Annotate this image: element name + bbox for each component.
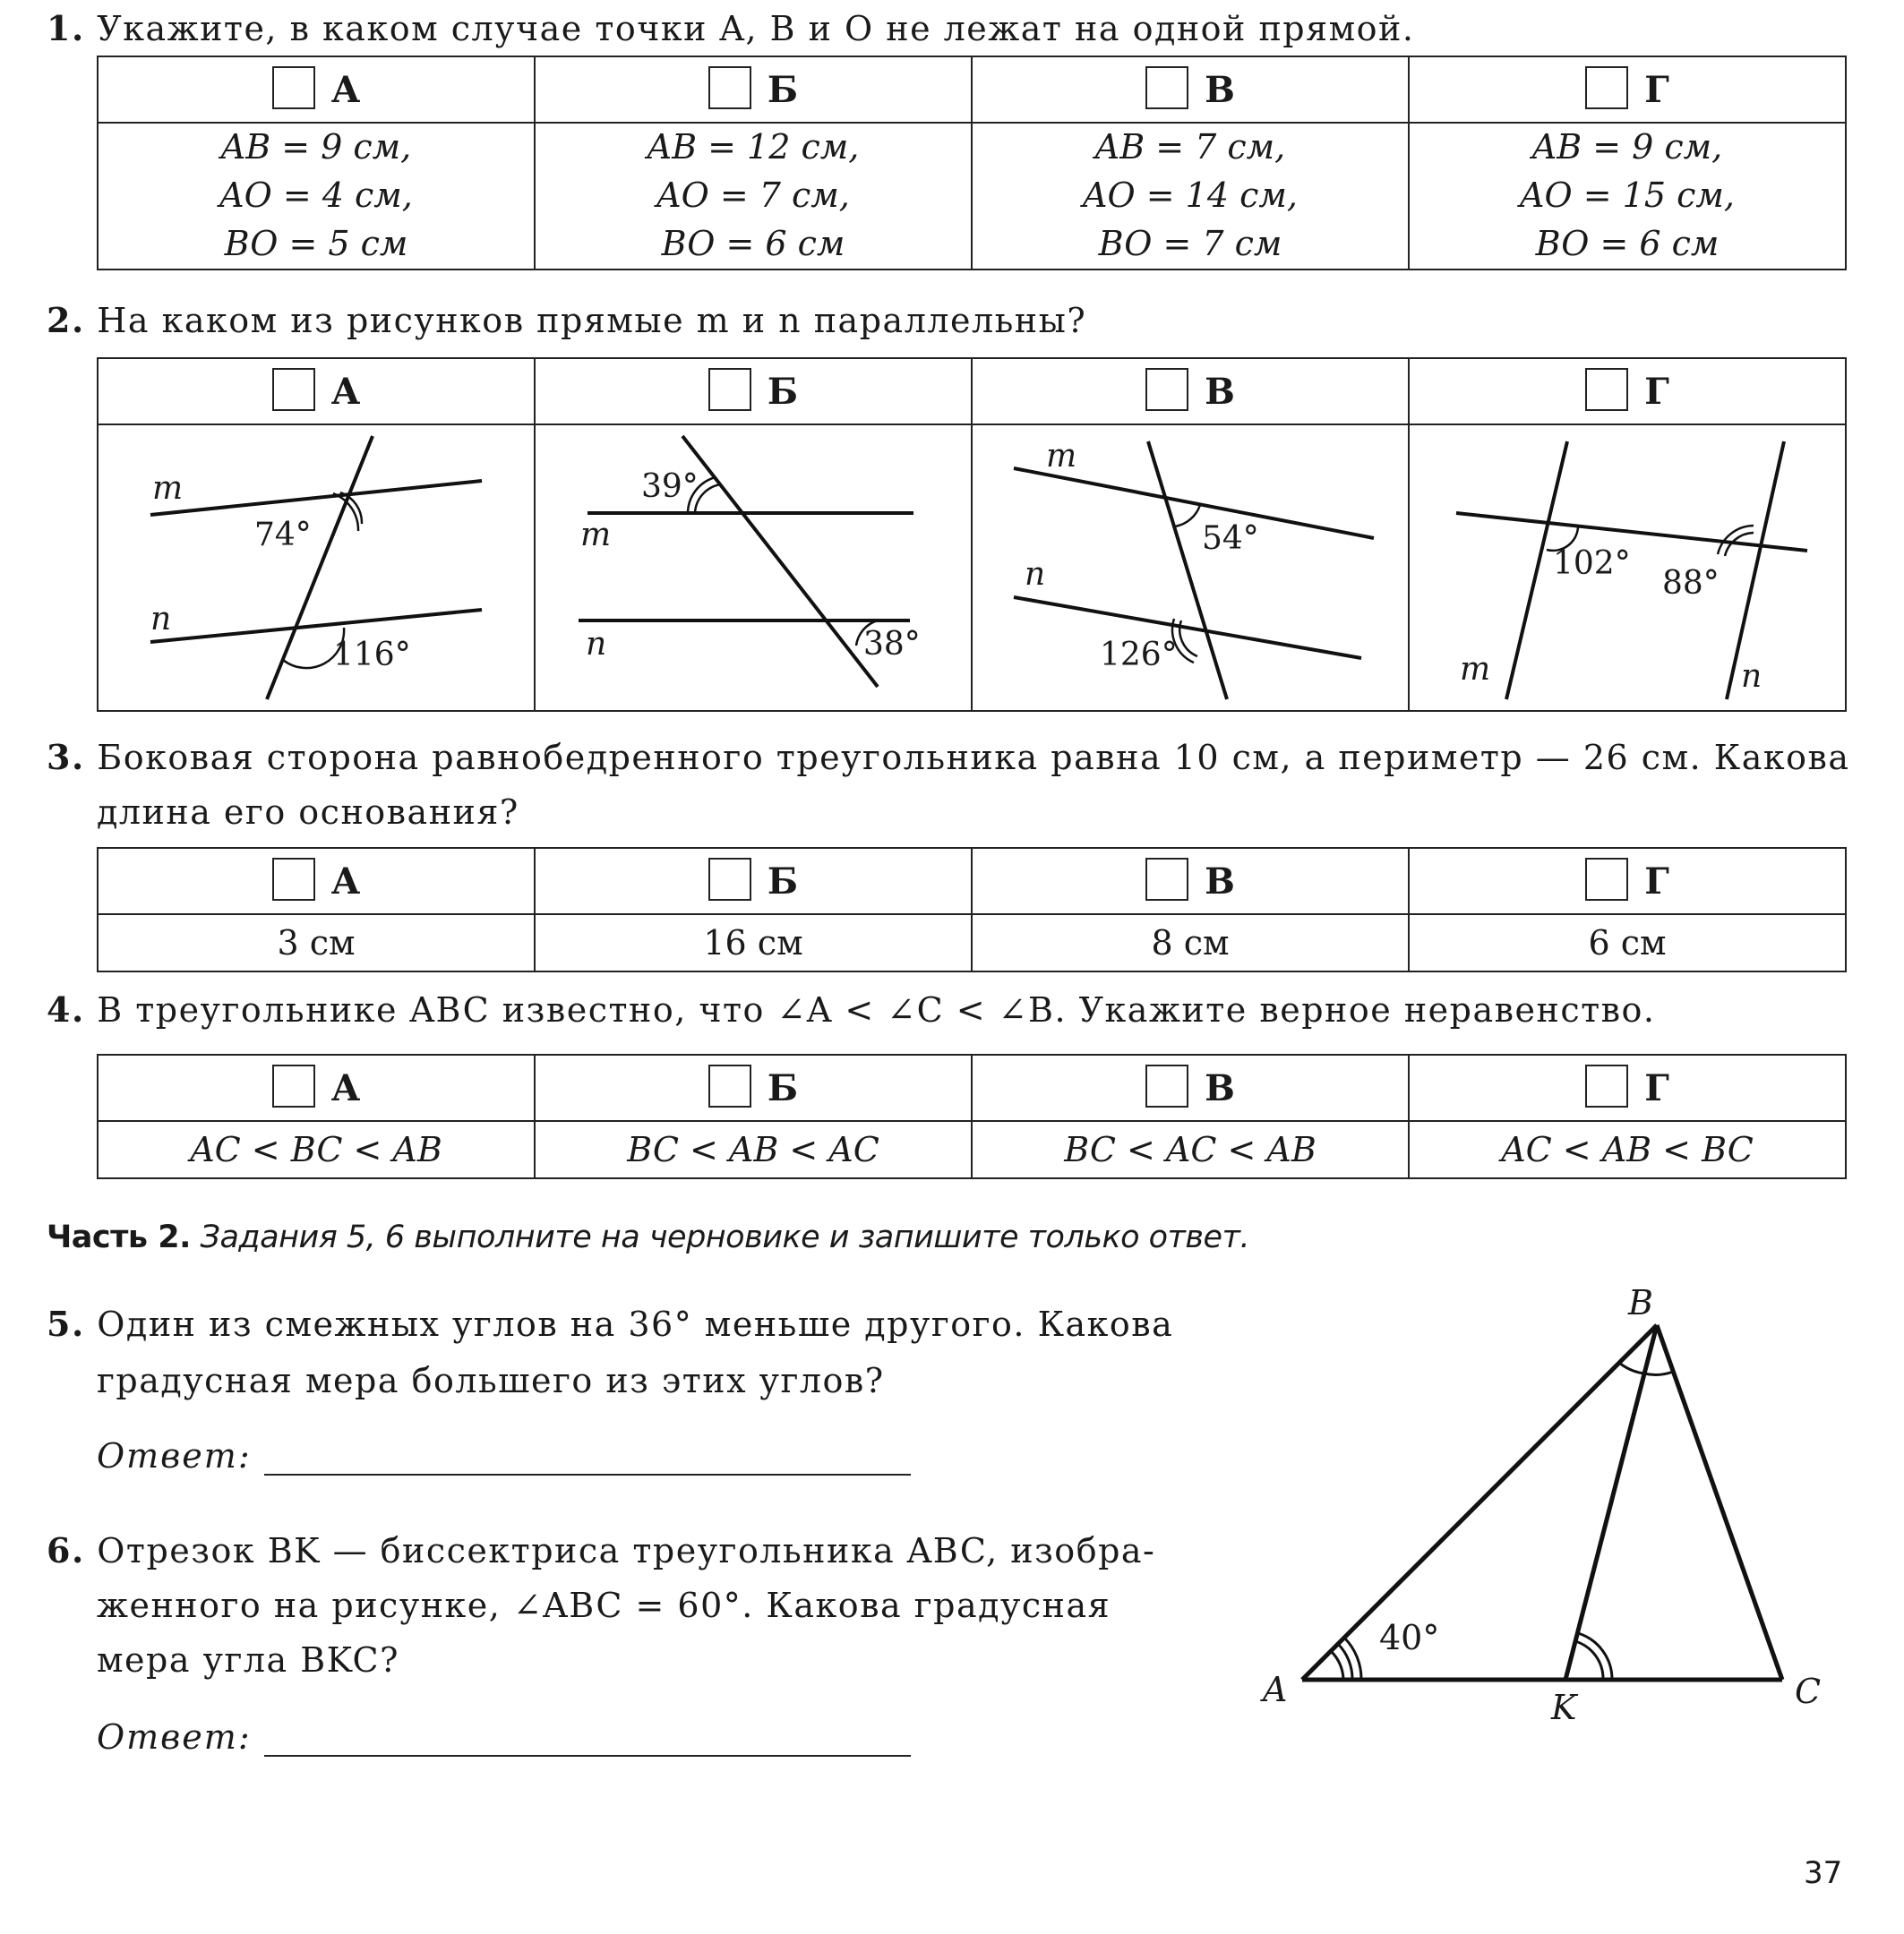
bisector-bk (1565, 1325, 1657, 1680)
q5-answer (97, 1436, 911, 1476)
option-letter: В (1205, 371, 1235, 414)
q3-option-b-text: 16 см (535, 914, 972, 971)
option-letter: Г (1644, 860, 1669, 903)
question-text-line-1: Боковая сторона равнобедренного треугольника равна 10 см, а периметр — 26 см. Какова (97, 738, 1850, 777)
question-number: 2. (47, 300, 85, 340)
question-text: На каком из рисунков прямые m и n параллельны? (97, 301, 1087, 340)
question-text: Укажите, в каком случае точки A, B и O не лежат на одной прямой. (97, 9, 1415, 48)
question-text-line-3: мера угла BKC? (97, 1639, 399, 1680)
side-bc (1657, 1325, 1782, 1680)
q1-option-v-header[interactable] (972, 56, 1409, 123)
angle-label: 102° (1553, 545, 1631, 582)
checkbox[interactable] (272, 858, 315, 901)
side-ab (1302, 1325, 1657, 1680)
angle-label: 40° (1379, 1618, 1440, 1657)
q2-figure-a (98, 424, 535, 711)
answer-label: Ответ: (97, 1436, 252, 1476)
line-m (1014, 468, 1374, 538)
transversal (682, 436, 878, 687)
option-letter: Г (1644, 1067, 1669, 1110)
option-letter: В (1205, 69, 1235, 112)
question-number: 4. (47, 989, 85, 1030)
angle-label: 74° (254, 517, 312, 553)
question-6 (47, 1524, 1184, 1687)
q1-option-v-text: AB = 7 см, AO = 14 см, BO = 7 см (972, 123, 1409, 270)
q1-options-table (97, 56, 1847, 270)
question-text: В треугольнике ABC известно, что ∠A < ∠C < ∠B. Укажите верное неравенство. (97, 990, 1656, 1030)
q4-options-table (97, 1054, 1847, 1179)
checkbox[interactable] (1145, 368, 1188, 411)
angle-label: 38° (863, 626, 921, 663)
q3-options-table (97, 847, 1847, 972)
vertex-c: C (1795, 1672, 1822, 1711)
checkbox[interactable] (1145, 66, 1188, 109)
question-1 (47, 2, 1414, 56)
q3-option-g-header[interactable] (1409, 848, 1846, 914)
angle-label: 88° (1662, 565, 1720, 602)
option-letter: А (330, 860, 361, 903)
vertex-k: K (1551, 1688, 1577, 1727)
line-m (150, 481, 482, 515)
line-n (150, 610, 482, 642)
checkbox[interactable] (1585, 858, 1628, 901)
option-letter: Б (767, 69, 799, 112)
vertex-b: B (1628, 1289, 1653, 1322)
angle-label: 126° (1100, 637, 1178, 673)
question-number: 1. (47, 8, 85, 48)
option-letter: В (1205, 860, 1235, 903)
q2-figure-b (535, 424, 972, 711)
option-letter: А (330, 371, 361, 414)
q1-option-b-text: AB = 12 см, AO = 7 см, BO = 6 см (535, 123, 972, 270)
question-5 (47, 1296, 1184, 1408)
label-m: m (152, 470, 184, 507)
q6-answer (97, 1717, 911, 1757)
q3-option-v-text: 8 см (972, 914, 1409, 971)
angle-label: 54° (1202, 520, 1259, 557)
option-letter: Б (767, 371, 799, 414)
checkbox[interactable] (1585, 368, 1628, 411)
page-number: 37 (1804, 1855, 1843, 1891)
label-m: m (580, 517, 612, 553)
question-number: 3. (47, 737, 85, 777)
q4-option-a-header[interactable] (98, 1055, 535, 1121)
checkbox[interactable] (272, 66, 315, 109)
q2-options-table (97, 357, 1847, 712)
angle-label: 39° (641, 468, 699, 505)
checkbox[interactable] (272, 1065, 315, 1108)
question-3 (47, 731, 1856, 840)
question-text-line-2: длина его основания? (97, 792, 519, 832)
checkbox[interactable] (272, 368, 315, 411)
checkbox[interactable] (708, 858, 751, 901)
option-letter: А (330, 1067, 361, 1110)
question-4 (47, 983, 1655, 1038)
q4-option-b-header[interactable] (535, 1055, 972, 1121)
checkbox[interactable] (1145, 1065, 1188, 1108)
checkbox[interactable] (1585, 66, 1628, 109)
option-letter: Г (1644, 69, 1669, 112)
angle-label: 116° (333, 637, 411, 673)
question-2 (47, 294, 1086, 348)
answer-input-line[interactable] (264, 1442, 911, 1476)
part-instructions: Задания 5, 6 выполните на черновике и запишите только ответ. (200, 1219, 1250, 1255)
option-letter: А (330, 69, 361, 112)
question-number: 5. (47, 1304, 85, 1344)
checkbox[interactable] (1145, 858, 1188, 901)
q1-option-g-header[interactable] (1409, 56, 1846, 123)
q2-option-v-header[interactable] (972, 358, 1409, 424)
option-letter: В (1205, 1067, 1235, 1110)
part-2-heading (47, 1219, 1249, 1255)
answer-input-line[interactable] (264, 1723, 911, 1757)
q4-option-v-header[interactable] (972, 1055, 1409, 1121)
q2-figure-g (1409, 424, 1846, 711)
label-n: n (150, 601, 172, 638)
q3-option-a-text: 3 см (98, 914, 535, 971)
option-letter: Г (1644, 371, 1669, 414)
q1-option-g-text: AB = 9 см, AO = 15 см, BO = 6 см (1409, 123, 1846, 270)
answer-label: Ответ: (97, 1717, 252, 1757)
q3-option-a-header[interactable] (98, 848, 535, 914)
q2-option-b-header[interactable] (535, 358, 972, 424)
checkbox[interactable] (708, 1065, 751, 1108)
label-n: n (586, 626, 607, 663)
label-n: n (1025, 556, 1046, 593)
question-text-line-1: Один из смежных углов на 36° меньше другого. Какова (97, 1305, 1174, 1344)
checkbox[interactable] (708, 368, 751, 411)
option-letter: Б (767, 1067, 799, 1110)
q4-option-a-text: AC < BC < AB (98, 1121, 535, 1178)
q4-option-b-text: BC < AB < AC (535, 1121, 972, 1178)
q1-option-a-text: AB = 9 см, AO = 4 см, BO = 5 см (98, 123, 535, 270)
q1-option-b-header[interactable] (535, 56, 972, 123)
question-text-line-2: градусная мера большего из этих углов? (97, 1360, 885, 1400)
question-number: 6. (47, 1530, 85, 1570)
triangle-figure (1245, 1289, 1836, 1737)
transversal (1456, 513, 1807, 551)
question-text-line-1: Отрезок BK — биссектриса треугольника ABC, изобра- (97, 1531, 1156, 1570)
label-m: m (1460, 651, 1491, 688)
q3-option-v-header[interactable] (972, 848, 1409, 914)
vertex-a: A (1263, 1670, 1288, 1709)
q4-option-g-text: AC < AB < BC (1409, 1121, 1846, 1178)
label-n: n (1741, 658, 1762, 695)
q2-option-g-header[interactable] (1409, 358, 1846, 424)
q3-option-g-text: 6 см (1409, 914, 1846, 971)
q4-option-v-text: BC < AC < AB (972, 1121, 1409, 1178)
question-text-line-2: женного на рисунке, ∠ABC = 60°. Какова градусная (97, 1585, 1111, 1625)
q2-figure-v (972, 424, 1409, 711)
label-m: m (1046, 438, 1077, 475)
option-letter: Б (767, 860, 799, 903)
checkbox[interactable] (708, 66, 751, 109)
q1-option-a-header[interactable] (98, 56, 535, 123)
q2-option-a-header[interactable] (98, 358, 535, 424)
q3-option-b-header[interactable] (535, 848, 972, 914)
q4-option-g-header[interactable] (1409, 1055, 1846, 1121)
checkbox[interactable] (1585, 1065, 1628, 1108)
part-title: Часть 2. (47, 1219, 191, 1255)
